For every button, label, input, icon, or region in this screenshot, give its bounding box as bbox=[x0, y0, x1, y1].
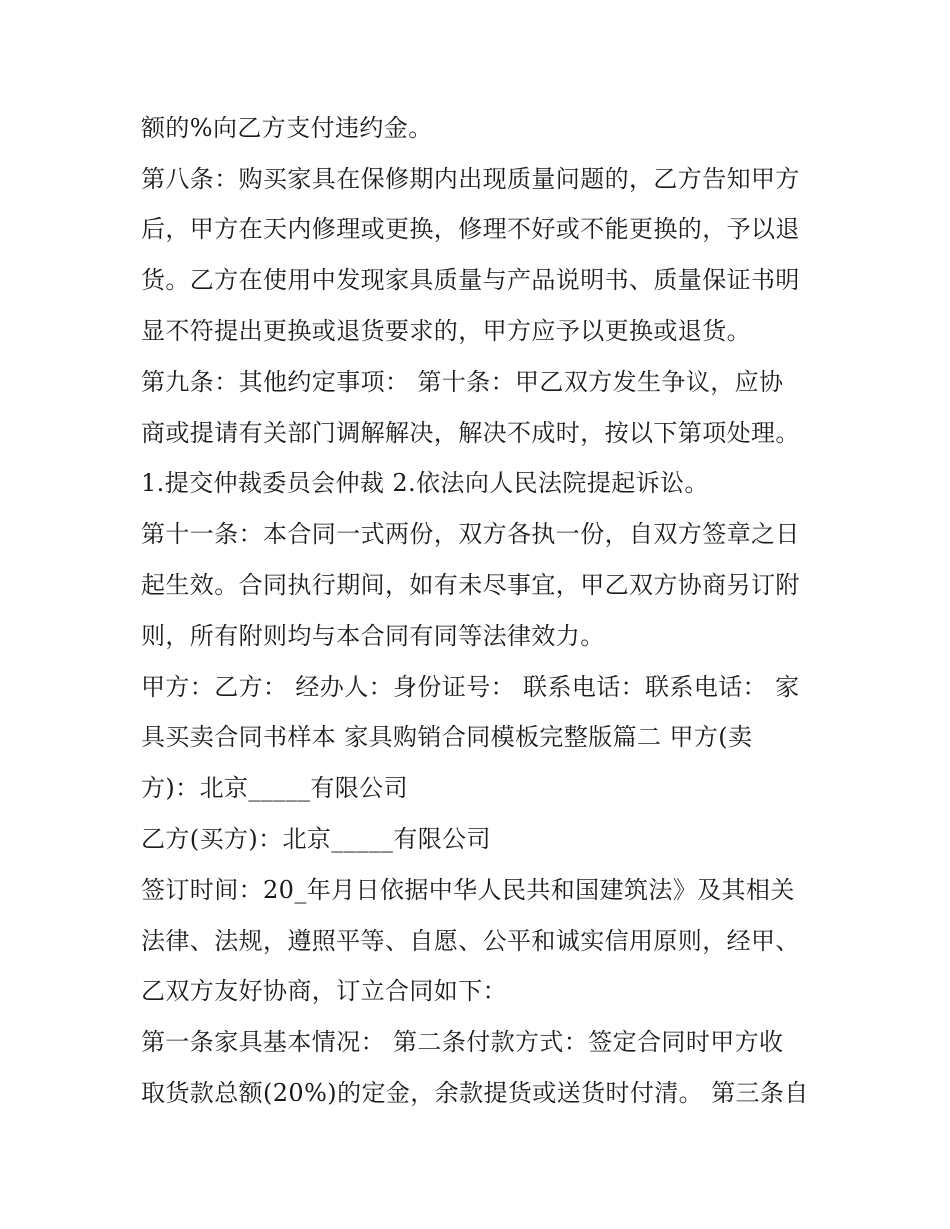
text-line: 显不符提出更换或退货要求的，甲方应予以更换或退货。 bbox=[141, 317, 751, 345]
text-line: 具买卖合同书样本 家具购销合同模板完整版篇二 甲方(卖 bbox=[141, 723, 753, 751]
text-line: 后，甲方在天内修理或更换，修理不好或不能更换的，予以退 bbox=[141, 215, 800, 243]
text-line: 第九条：其他约定事项： 第十条：甲乙双方发生争议，应协 bbox=[141, 368, 784, 396]
text-line: 额的%向乙方支付违约金。 bbox=[141, 114, 433, 142]
text-line: 取货款总额(20%)的定金，余款提货或送货时付清。 第三条自 bbox=[141, 1079, 809, 1107]
text-line: 乙方(买方)：北京_____有限公司 bbox=[141, 825, 491, 853]
text-line: 1.提交仲裁委员会仲裁 2.依法向人民法院提起诉讼。 bbox=[141, 469, 709, 497]
text-line: 起生效。合同执行期间，如有未尽事宜，甲乙双方协商另订附 bbox=[141, 571, 800, 599]
text-line: 则，所有附则均与本合同有同等法律效力。 bbox=[141, 622, 605, 650]
text-line: 第十一条：本合同一式两份，双方各执一份，自双方签章之日 bbox=[141, 520, 800, 548]
text-line: 甲方：乙方： 经办人：身份证号： 联系电话：联系电话： 家 bbox=[141, 673, 800, 701]
text-line: 货。乙方在使用中发现家具质量与产品说明书、质量保证书明 bbox=[141, 266, 800, 294]
text-line: 乙双方友好协商，订立合同如下： bbox=[141, 977, 507, 1005]
text-line: 方)：北京_____有限公司 bbox=[141, 774, 408, 802]
text-line: 商或提请有关部门调解解决，解决不成时，按以下第项处理。 bbox=[141, 419, 800, 447]
text-line: 法律、法规，遵照平等、自愿、公平和诚实信用原则，经甲、 bbox=[141, 927, 800, 955]
text-line: 签订时间：20_年月日依据中华人民共和国建筑法》及其相关 bbox=[141, 876, 795, 904]
text-line: 第一条家具基本情况： 第二条付款方式：签定合同时甲方收 bbox=[141, 1028, 784, 1056]
text-line: 第八条：购买家具在保修期内出现质量问题的，乙方告知甲方 bbox=[141, 165, 800, 193]
